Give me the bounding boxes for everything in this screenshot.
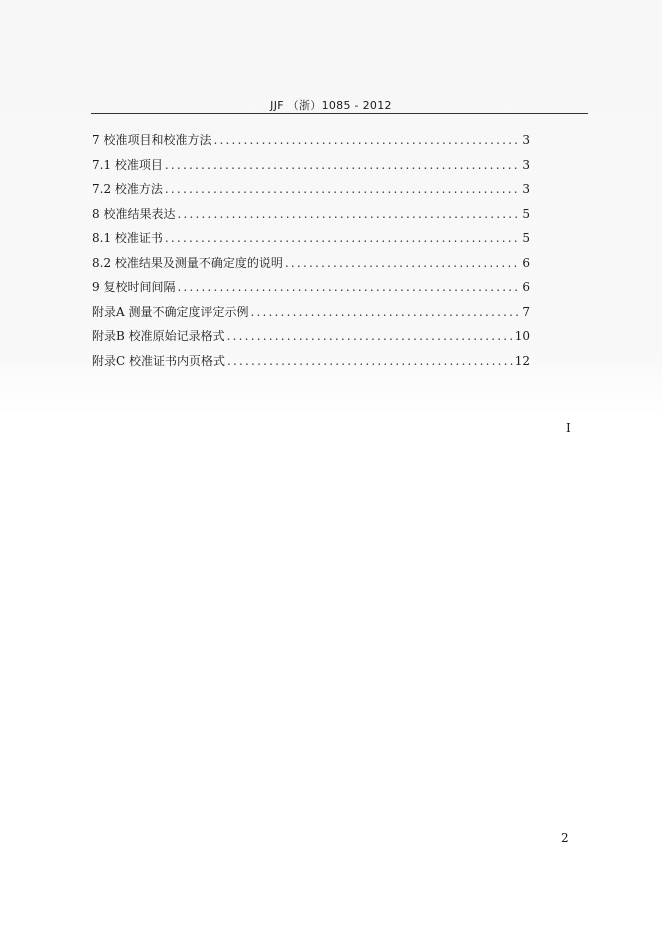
toc-entry-title: 8 校准结果表达 (92, 206, 176, 221)
toc-entry-page: 12 (514, 353, 530, 368)
toc-entry-page: 3 (522, 182, 530, 196)
toc-dot-leader (165, 231, 520, 245)
toc-entry-title: 附录A 测量不确定度评定示例 (92, 304, 249, 319)
document-code-header: JJF （浙）1085 - 2012 (270, 99, 392, 112)
toc-entry[interactable] (92, 254, 530, 279)
roman-page-number: I (566, 421, 571, 435)
toc-dot-leader (165, 182, 520, 196)
toc-entry-page: 6 (522, 280, 530, 294)
toc-entry[interactable] (92, 352, 530, 377)
toc-entry-title: 附录B 校准原始记录格式 (92, 329, 225, 343)
page-number: 2 (561, 831, 569, 845)
toc-entry-title: 7 校准项目和校准方法 (92, 133, 212, 147)
toc-entry-title: 7.2 校准方法 (92, 182, 163, 196)
toc-dot-leader (250, 305, 520, 319)
toc-entry-title: 9 复校时间间隔 (92, 280, 176, 294)
toc-dot-leader (213, 133, 520, 147)
toc-entry-page: 6 (522, 255, 530, 270)
toc-entry[interactable] (92, 303, 530, 328)
toc-entry-page: 10 (514, 329, 530, 343)
toc-entry[interactable] (92, 131, 530, 156)
toc-dot-leader (227, 329, 513, 343)
toc-entry[interactable] (92, 156, 530, 181)
toc-entry-page: 3 (522, 133, 530, 147)
toc-dot-leader (177, 280, 520, 294)
toc-entry-page: 7 (522, 304, 530, 319)
toc-entry[interactable] (92, 327, 530, 352)
toc-entry-page: 5 (522, 206, 530, 221)
toc-dot-leader (165, 158, 520, 172)
toc-entry[interactable] (92, 180, 530, 205)
toc-dot-leader (177, 207, 520, 221)
toc-entry-title: 8.1 校准证书 (92, 231, 163, 245)
toc-entry-page: 3 (522, 157, 530, 172)
toc-entry-title: 附录C 校准证书内页格式 (92, 353, 225, 368)
toc-dot-leader (227, 354, 513, 368)
toc-entry-page: 5 (522, 231, 530, 245)
table-of-contents (92, 131, 530, 376)
toc-dot-leader (285, 256, 520, 270)
header-divider-line (91, 113, 588, 114)
toc-entry-title: 7.1 校准项目 (92, 157, 163, 172)
toc-entry[interactable] (92, 229, 530, 254)
toc-entry-title: 8.2 校准结果及测量不确定度的说明 (92, 255, 283, 270)
toc-entry[interactable] (92, 278, 530, 303)
toc-entry[interactable] (92, 205, 530, 230)
